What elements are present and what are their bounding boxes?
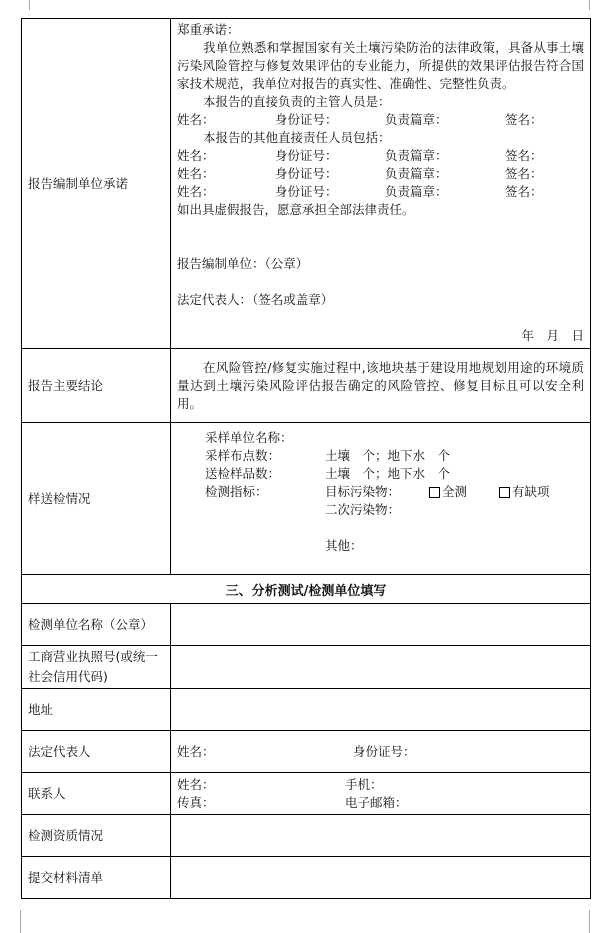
- address-field[interactable]: [171, 689, 591, 731]
- address-row: [22, 689, 591, 731]
- conclusion-label: 报告主要结论: [22, 349, 171, 423]
- corner-guide: [589, 910, 590, 933]
- section3-title-row: [22, 575, 591, 604]
- materials-label: 提交材料清单: [22, 857, 171, 899]
- other-person-fields[interactable]: 姓名： 身份证号： 负责篇章： 签名：: [177, 166, 543, 181]
- sampling-samples-line[interactable]: 送检样品数： 土壤 个；地下水 个: [205, 466, 451, 481]
- legal-rep-sign-line: 法定代表人：（签名或盖章）: [177, 292, 334, 307]
- sampling-content: [171, 423, 591, 575]
- corner-guide: [589, 0, 590, 10]
- other-line[interactable]: 其他：: [325, 538, 363, 553]
- license-label: 工商营业执照号(或统一社会信用代码): [22, 646, 171, 689]
- corner-guide: [20, 910, 21, 933]
- qualification-field[interactable]: [171, 815, 591, 857]
- materials-field[interactable]: [171, 857, 591, 899]
- conclusion-row: [22, 349, 591, 423]
- lab-name-row: [22, 604, 591, 646]
- false-report-line: 如出具虚假报告，愿意承担全部法律责任。: [177, 202, 415, 217]
- main-person-line: 本报告的直接负责的主管人员是：: [203, 94, 391, 109]
- contact-label: 联系人: [22, 773, 171, 815]
- sampling-row: [22, 423, 591, 575]
- license-field[interactable]: [171, 646, 591, 689]
- other-person-fields[interactable]: 姓名： 身份证号： 负责篇章： 签名：: [177, 148, 543, 163]
- promise-label: 报告编制单位承诺: [22, 19, 171, 349]
- promise-content: [171, 19, 591, 349]
- conclusion-text: 在风险管控/修复实施过程中,该地块基于建设用地规划用途的环境质量达到土壤污染风险评估报告确定的风险管控、修复目标且可以安全利用。: [171, 349, 591, 423]
- main-person-fields[interactable]: 姓名： 身份证号： 负责篇章： 签名：: [177, 112, 543, 127]
- secondary-pollutant-line[interactable]: 二次污染物：: [325, 502, 401, 517]
- indicator-line: 检测指标： 目标污染物： 全测 有缺项: [205, 484, 550, 499]
- license-row: [22, 646, 591, 689]
- other-person-line: 本报告的其他直接责任人员包括：: [203, 130, 391, 145]
- checkbox-icon: [429, 487, 440, 498]
- promise-heading: 郑重承诺：: [177, 22, 240, 37]
- unit-seal-line: 报告编制单位：（公章）: [177, 256, 309, 271]
- sampling-unit-line[interactable]: 采样单位名称：: [205, 430, 293, 445]
- legal-rep-field[interactable]: 姓名： 身份证号：: [171, 731, 591, 773]
- contact-row: [22, 773, 591, 815]
- corner-guide: [29, 0, 30, 10]
- qualification-label: 检测资质情况: [22, 815, 171, 857]
- lab-name-label: 检测单位名称（公章）: [22, 604, 171, 646]
- materials-row: [22, 857, 591, 899]
- section3-title: 三、分析测试/检测单位填写: [22, 575, 591, 604]
- promise-row: [22, 19, 591, 349]
- legal-rep-row: [22, 731, 591, 773]
- report-form-table: [21, 18, 591, 899]
- qualification-row: [22, 815, 591, 857]
- contact-field[interactable]: 姓名： 手机： 传真： 电子邮箱：: [171, 773, 591, 815]
- checkbox-missing-items[interactable]: 有缺项: [499, 483, 550, 501]
- checkbox-all-test[interactable]: 全测: [429, 483, 467, 501]
- address-label: 地址: [22, 689, 171, 731]
- promise-paragraph: 我单位熟悉和掌握国家有关土壤污染防治的法律政策，具备从事土壤污染风险管控与修复效果评估的专业能力，所提供的效果评估报告符合国家技术规范，我单位对报告的真实性、准确性、完整性负责。: [177, 40, 584, 91]
- checkbox-icon: [499, 487, 510, 498]
- legal-rep-label: 法定代表人: [22, 731, 171, 773]
- date-line: 年 月 日: [521, 328, 584, 343]
- other-person-fields[interactable]: 姓名： 身份证号： 负责篇章： 签名：: [177, 184, 543, 199]
- sampling-label: 样送检情况: [22, 423, 171, 575]
- sampling-points-line[interactable]: 采样布点数： 土壤 个；地下水 个: [205, 448, 451, 463]
- lab-name-field[interactable]: [171, 604, 591, 646]
